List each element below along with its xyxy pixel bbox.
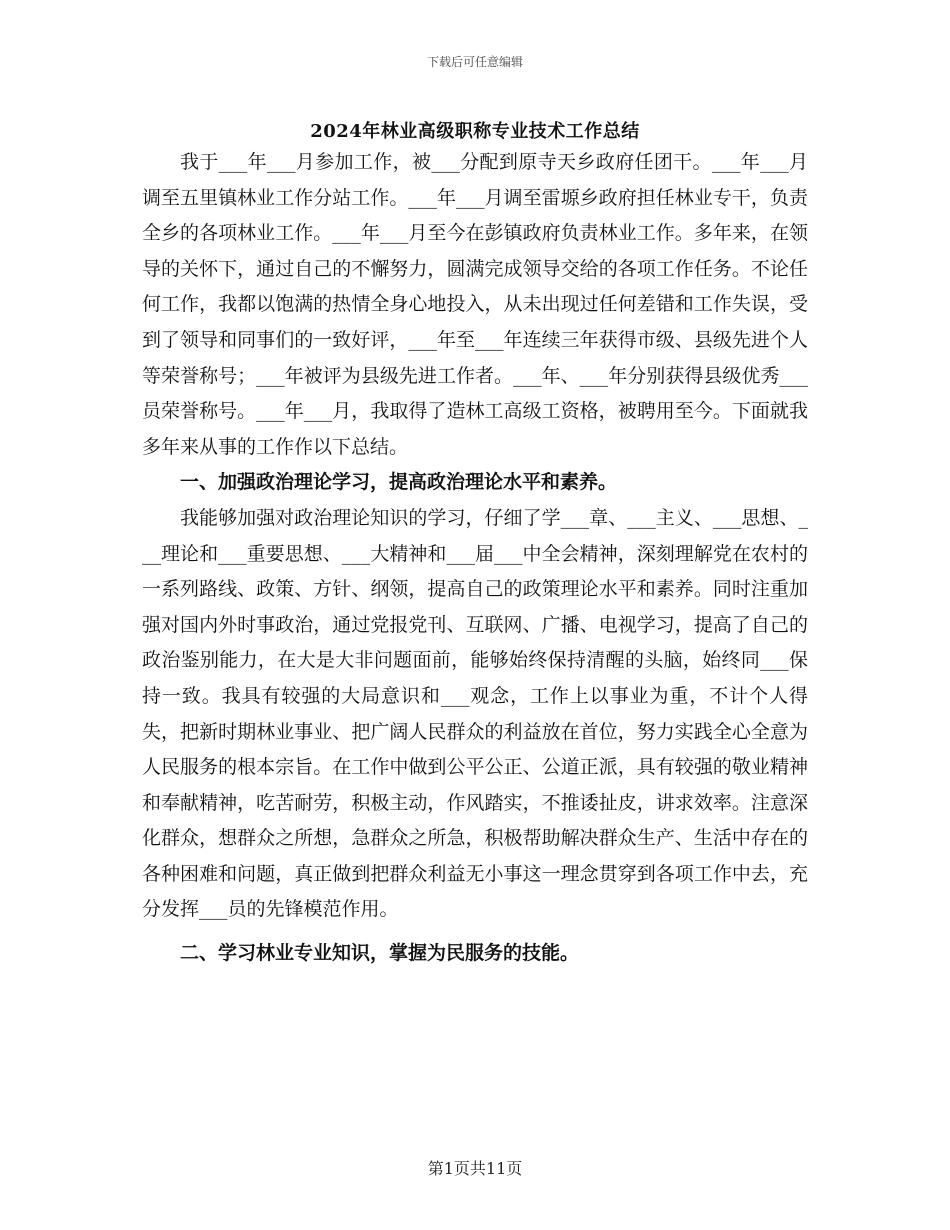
header-note: 下载后可任意编辑 [426,55,523,69]
section-1-paragraph: 我能够加强对政治理论知识的学习，仔细了学___章、___主义、___思想、___理论和___重要思想、___大精神和___届___中全会精神，深刻理解党在农村的一系列路线、政策、方针、纲领，提高自己的政策理论水平和素养。同时注重加强对国内外时事政治，通过党报党刊、互联网、广播、电视学习，提高了自己的政治鉴别能力，在大是大非问题面前，能够始终保持清醒的头脑，始终同___保持一致。我具有较强的大局意识和___观念，工作上以事业为重，不计个人得失，把新时期林业事业、把广阔人民群众的利益放在首位，努力实践全心全意为人民服务的根本宗旨。在工作中做到公平公正、公道正派，具有较强的敬业精神和奉献精神，吃苦耐劳，积极主动，作风踏实，不推诿扯皮，讲求效率。注意深化群众，想群众之所想，急群众之所急，积极帮助解决群众生产、生活中存在的各种困难和问题，真正做到把群众利益无小事这一理念贯穿到各项工作中去，充分发挥___员的先锋模范作用。 [142,506,808,921]
section-heading-2: 二、学习林业专业知识，掌握为民服务的技能。 [180,942,580,965]
intro-paragraph: 我于___年___月参加工作，被___分配到原寺天乡政府任团干。___年___月调至五里镇林业工作分站工作。___年___月调至雷塬乡政府担任林业专干，负责全乡的各项林业工作。___年___月至今在彭镇政府负责林业工作。多年来，在领导的关怀下，通过自己的不懈努力，圆满完成领导交给的各项工作任务。不论任何工作，我都以饱满的热情全身心地投入，从未出现过任何差错和工作失误，受到了领导和同事们的一致好评，___年至___年连续三年获得市级、县级先进个人等荣誉称号；___年被评为县级先进工作者。___年、___年分别获得县级优秀___员荣誉称号。___年___月，我取得了造林工高级工资格，被聘用至今。下面就我多年来从事的工作作以下总结。 [142,151,808,458]
document-body [142,145,808,972]
page-number: 第1页共11页 [427,1159,523,1178]
section-heading-1: 一、加强政治理论学习，提高政治理论水平和素养。 [180,471,618,494]
document-title: 2024年林业高级职称专业技术工作总结 [310,121,640,142]
